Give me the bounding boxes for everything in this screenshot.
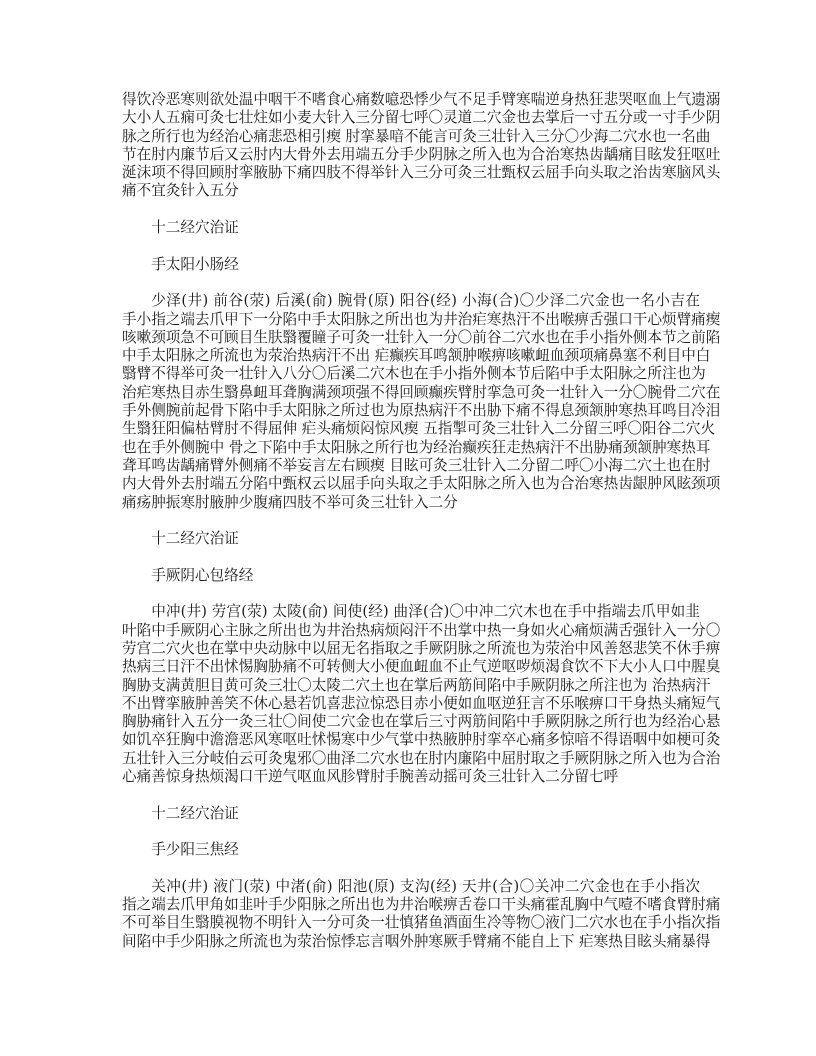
text-line: 间陷中手少阳脉之所流也为荥治惊悸忘言咽外肿寒厥手臂痛不能自上下 疟寒热目眩头痛暴得 bbox=[122, 932, 711, 950]
text-line: 不出臂挛腋肿善笑不休心悬若饥喜悲泣惊恐目赤小便如血呕逆狂言不乐喉痹口干身热头痛短气 bbox=[122, 694, 721, 712]
text-line: 心痛善惊身热烦渴口干逆气呕血风胗臂肘手腕善动摇可灸三壮针入二分留七呼 bbox=[122, 767, 619, 785]
text-line: 得饮冷恶寒则欲处温中咽干不嗜食心痛数噫恐悸少气不足手臂寒喘逆身热狂悲哭呕血上气遗溺 bbox=[122, 91, 721, 108]
document-section bbox=[122, 512, 721, 786]
spacer bbox=[122, 786, 700, 804]
text-line: 胸胁支满黄胆目黄可灸三壮〇太陵二穴土也在掌后两筋间陷中手厥阴脉之所注也为 治热病汗 bbox=[122, 676, 711, 694]
text-line: 聋耳鸣齿龋痛臂外侧痛不举妄言左右顾瘈 目眩可灸三壮针入二分留二呼〇小海二穴土也在肘 bbox=[122, 456, 711, 474]
text-line: 也在手外侧腕中 骨之下陷中手太阳脉之所行也为经治癫疾狂走热病汗不出胁痛颈颔肿寒热耳 bbox=[122, 438, 711, 456]
document-section bbox=[122, 786, 721, 951]
meridian-title: 手太阳小肠经 bbox=[151, 255, 239, 273]
text-line: 脉之所行也为经治心痛悲恐相引瘈 肘挛暴喑不能言可灸三壮针入三分〇少海二穴水也一名曲 bbox=[122, 127, 711, 145]
text-line: 关冲(井) 液门(荥) 中渚(俞) 阳池(原) 支沟(经) 天井(合)〇关冲二穴金也在手小指次 bbox=[151, 877, 700, 895]
text-line: 少泽(井) 前谷(荥) 后溪(俞) 腕骨(原) 阳谷(经) 小海(合)〇少泽二穴金也一名小吉在 bbox=[151, 292, 700, 310]
section-heading: 十二经穴治证 bbox=[151, 219, 239, 237]
document-section bbox=[122, 91, 721, 201]
spacer bbox=[122, 823, 700, 841]
text-line: 五壮针入三分岐伯云可灸鬼邪〇曲泽二穴水也在肘内廉陷中屈肘取之手厥阴脉之所入也为合治 bbox=[122, 749, 721, 767]
text-line: 治疟寒热目赤生翳鼻衄耳聋胸满颈项强不得回顾癫疾臂肘挛急可灸一壮针入一分〇腕骨二穴在 bbox=[122, 383, 721, 401]
text-line: 如饥卒狂胸中澹澹恶风寒呕吐怵惕寒中少气掌中热腋肿肘挛卒心痛多惊喑不得语咽中如梗可灸 bbox=[122, 731, 721, 749]
text-line: 手外侧腕前起骨下陷中手太阳脉之所过也为原热病汗不出胁下痛不得息颈颔肿寒热耳鸣目冷泪 bbox=[122, 402, 721, 420]
text-line: 不可举目生翳膜视物不明针入一分可灸一壮慎猪鱼酒面生冷等物〇液门二穴水也在手小指次指 bbox=[122, 914, 721, 932]
document-page bbox=[122, 91, 721, 951]
spacer bbox=[122, 274, 700, 292]
meridian-title: 手少阳三焦经 bbox=[151, 841, 239, 859]
text-line: 劳宫二穴火也在掌中央动脉中以屈无名指取之手厥阴脉之所流也为荥治中风善怒悲笑不休手痹 bbox=[122, 639, 721, 657]
spacer bbox=[122, 201, 700, 219]
spacer bbox=[122, 585, 700, 603]
text-line: 热病三日汗不出怵惕胸胁痛不可转侧大小便血衄血不止气逆呕哕烦渴食饮不下大小人口中腥臭 bbox=[122, 658, 721, 676]
text-line: 中冲(井) 劳宫(荥) 太陵(俞) 间使(经) 曲泽(合)〇中冲二穴木也在手中指端去爪甲如韭 bbox=[151, 603, 700, 621]
text-line: 内大骨外去肘端五分陷中甄权云以屈手向头取之手太阳脉之所入也为合治寒热齿龈肿风眩颈项 bbox=[122, 475, 721, 493]
text-line: 叶陷中手厥阴心主脉之所出也为井治热病烦闷汗不出掌中热一身如火心痛烦满舌强针入一分〇 bbox=[122, 621, 721, 639]
spacer bbox=[122, 512, 700, 530]
text-line: 大小人五痫可灸七壮炷如小麦大针入三分留七呼〇灵道二穴金也去掌后一寸五分或一寸手少阴 bbox=[122, 109, 721, 127]
text-line: 手小指之端去爪甲下一分陷中手太阳脉之所出也为井治疟寒热汗不出喉痹舌强口干心烦臂痛瘈 bbox=[122, 310, 721, 328]
spacer bbox=[122, 237, 700, 255]
meridian-title: 手厥阴心包络经 bbox=[151, 566, 254, 584]
text-line: 生翳狂阳偏枯臂肘不得屈伸 疟头痛烦闷惊风瘈 五指掣可灸三壮针入二分留三呼〇阳谷二穴火 bbox=[122, 420, 716, 438]
spacer bbox=[122, 548, 700, 566]
section-heading: 十二经穴治证 bbox=[151, 530, 239, 548]
text-line: 指之端去爪甲角如韭叶手少阳脉之所出也为井治喉痹舌卷口干头痛霍乱胸中气噎不嗜食臂肘痛 bbox=[122, 896, 721, 914]
text-line: 咳嗽颈项急不可顾目生肤翳覆瞳子可灸一壮针入一分〇前谷二穴水也在手小指外侧本节之前陷 bbox=[122, 328, 721, 346]
text-line: 痛不宜灸针入五分 bbox=[122, 182, 239, 200]
text-line: 痛疡肿振寒肘腋肿少腹痛四肢不举可灸三壮针入二分 bbox=[122, 493, 458, 511]
text-line: 涎沫项不得回顾肘挛腋胁下痛四肢不得举针入三分可灸三壮甄权云屈手向头取之治齿寒脑风头 bbox=[122, 164, 721, 182]
text-line: 节在肘内廉节后又云肘内大骨外去用端五分手少阴脉之所入也为合治寒热齿龋痛目眩发狂呕吐 bbox=[122, 145, 721, 163]
text-line: 翳臂不得举可灸一壮针入八分〇后溪二穴木也在手小指外侧本节后陷中手太阳脉之所注也为 bbox=[122, 365, 706, 383]
spacer bbox=[122, 859, 700, 877]
section-heading: 十二经穴治证 bbox=[151, 804, 239, 822]
document-section bbox=[122, 201, 721, 512]
text-line: 胸胁痛针入五分一灸三壮〇间使二穴金也在掌后三寸两筋间陷中手厥阴脉之所行也为经治心悬 bbox=[122, 713, 721, 731]
text-line: 中手太阳脉之所流也为荥治热病汗不出 疟癫疾耳鸣颔肿喉痹咳嗽衄血颈项痛鼻塞不利目中白 bbox=[122, 347, 711, 365]
